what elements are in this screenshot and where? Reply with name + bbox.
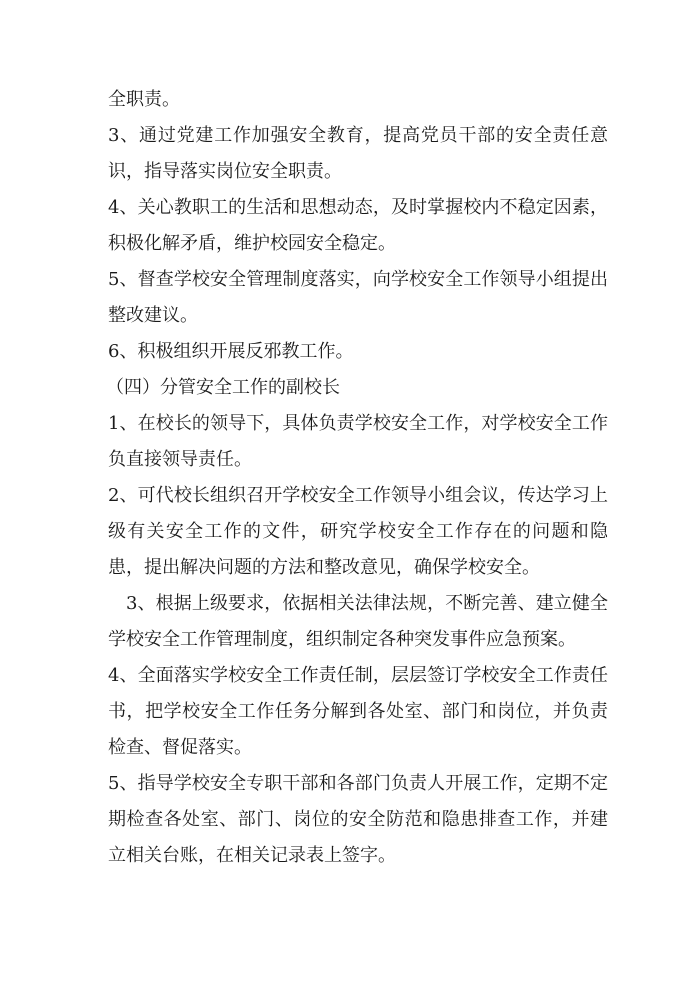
paragraph-continuation: 全职责。 [108,89,180,110]
paragraph-item-3-regulations: 3、根据上级要求，依据相关法律法规，不断完善、建立健全学校安全工作管理制度，组织制定各种突发事件应急预案。 [108,593,608,650]
paragraph-item-5-guidance: 5、指导学校安全专职干部和各部门负责人开展工作，定期不定期检查各处室、部门、岗位的安全防范和隐患排查工作，并建立相关台账，在相关记录表上签字。 [108,773,608,866]
paragraph-item-2-meetings: 2、可代校长组织召开学校安全工作领导小组会议，传达学习上级有关安全工作的文件，研究学校安全工作存在的问题和隐患，提出解决问题的方法和整改意见，确保学校安全。 [108,485,608,578]
section-heading-vice-principal: （四）分管安全工作的副校长 [106,377,340,398]
paragraph-item-4-staff-care: 4、关心教职工的生活和思想动态，及时掌握校内不稳定因素，积极化解矛盾，维护校园安全稳定。 [108,197,608,254]
paragraph-item-3-party-building: 3、通过党建工作加强安全教育，提高党员干部的安全责任意识，指导落实岗位安全职责。 [108,125,608,182]
paragraph-item-1-responsibility: 1、在校长的领导下，具体负责学校安全工作，对学校安全工作负直接领导责任。 [108,413,608,470]
paragraph-item-4-accountability: 4、全面落实学校安全工作责任制，层层签订学校安全工作责任书，把学校安全工作任务分解到各处室、部门和岗位，并负责检查、督促落实。 [108,665,608,758]
document-body [108,82,608,874]
paragraph-item-5-supervision: 5、督查学校安全管理制度落实，向学校安全工作领导小组提出整改建议。 [108,269,608,326]
paragraph-item-6-anti-cult: 6、积极组织开展反邪教工作。 [108,341,354,362]
